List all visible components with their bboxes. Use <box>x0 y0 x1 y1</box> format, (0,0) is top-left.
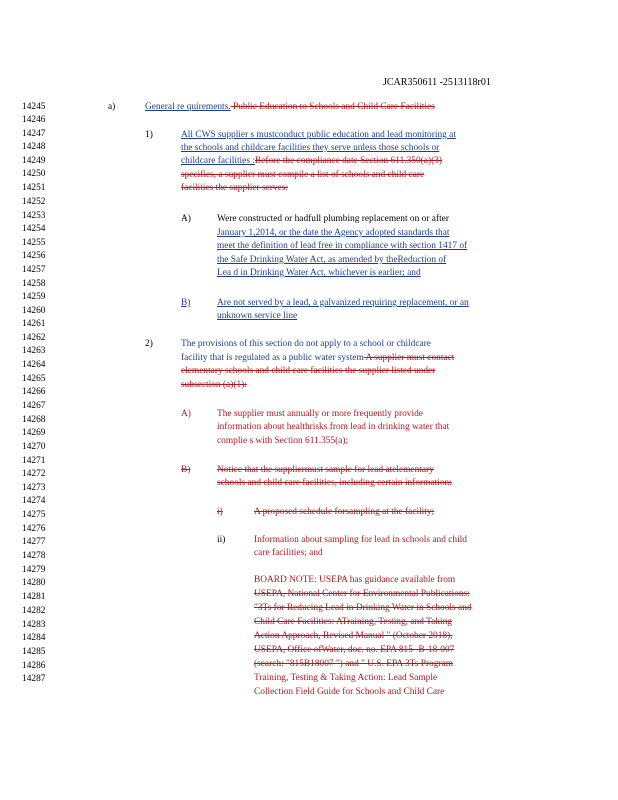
line-number: 14251 <box>22 183 46 193</box>
line-number: 14274 <box>22 496 46 506</box>
clause-ii-marker: ii) <box>217 535 226 545</box>
line-number: 14277 <box>22 537 46 547</box>
subparagraph-A-line: the Safe Drinking Water Act, as amended by theReduction of <box>217 255 447 265</box>
line-number: 14278 <box>22 551 46 561</box>
line-number: 14262 <box>22 333 46 343</box>
board-note-deleted-line: Child Care Facilities: ATraining, Testing, and Taking <box>254 617 452 627</box>
line-number: 14249 <box>22 156 46 166</box>
board-note-deleted-line: USEPA, Office ofWater, doc. no. EPA 815 -B-18-007 <box>254 645 455 655</box>
line-number: 14261 <box>22 319 46 329</box>
line-number: 14247 <box>22 129 46 139</box>
paragraph-1-line <box>181 155 442 167</box>
paragraph-2-line <box>181 352 454 364</box>
subparagraph-B-line: Are not served by a lead, a galvanized requiring replacement, or an <box>217 298 469 308</box>
line-number: 14279 <box>22 565 46 575</box>
subparagraph-A-marker: A) <box>181 214 191 224</box>
subparagraph-B-marker: B) <box>181 298 191 308</box>
line-number: 14276 <box>22 524 46 534</box>
line-number: 14258 <box>22 279 46 289</box>
line-number: 14266 <box>22 387 46 397</box>
subparagraph-B-line: unknown service line <box>217 311 298 321</box>
deleted-text: Before the compliance date Section 611.350(a)(3) <box>254 156 443 166</box>
line-number: 14280 <box>22 578 46 588</box>
deleted-text: A supplier must contact <box>363 353 455 363</box>
inserted-text: and " U.S. EPA 3Ts Program <box>342 659 454 669</box>
board-note-line: Collection Field Guide for Schools and Child Care <box>254 687 445 697</box>
line-number: 14248 <box>22 142 46 152</box>
inserted-text: General re quirements. <box>145 102 231 112</box>
line-number: 14256 <box>22 251 46 261</box>
line-number: 14286 <box>22 661 46 671</box>
line-number: 14275 <box>22 510 46 520</box>
board-note-deleted-line: USEPA, National Center for Environmental Publications: <box>254 589 470 599</box>
subparagraph-A2-line: complie s with Section 611.355(a); <box>217 436 349 446</box>
line-number: 14246 <box>22 115 46 125</box>
paragraph-1-deleted-line: specifies, a supplier must compile a list of schools and child care <box>181 170 425 180</box>
line-number: 14272 <box>22 469 46 479</box>
deleted-text: (search: "815B18007 ") <box>254 659 343 669</box>
paragraph-1-deleted-line: facilities the supplier serves: <box>181 183 288 193</box>
line-number: 14281 <box>22 592 46 602</box>
line-number: 14263 <box>22 346 46 356</box>
subparagraph-B2-deleted-line: Notice that the suppliermust sample for lead atelementary <box>217 465 434 475</box>
line-number: 14269 <box>22 428 46 438</box>
line-number: 14283 <box>22 620 46 630</box>
subparagraph-A-line: meet the definition of lead free in compliance with section 1417 of <box>217 241 468 251</box>
paragraph-2-marker: 2) <box>145 339 153 349</box>
line-number: 14267 <box>22 401 46 411</box>
line-number: 14264 <box>22 360 46 370</box>
board-note-line <box>254 658 453 670</box>
paragraph-2-line: The provisions of this section do not apply to a school or childcare <box>181 339 431 349</box>
inserted-text: childcare facilities : <box>181 156 255 166</box>
subparagraph-A-line: Lea d in Drinking Water Act, whichever is earlier; and <box>217 268 421 278</box>
line-number: 14282 <box>22 606 46 616</box>
line-number: 14260 <box>22 306 46 316</box>
paragraph-2-deleted-line: elementary schools and child care facilities the supplier listed under <box>181 366 436 376</box>
board-note-deleted-line: Action Approach, Revised Manual " (October 2018), <box>254 631 453 641</box>
deleted-text: Public Education to Schools and Child Care Facilities <box>230 102 435 112</box>
line-number: 14253 <box>22 211 46 221</box>
subparagraph-A2-line: The supplier must annually or more frequently provide <box>217 409 423 419</box>
subsection-a-heading <box>145 101 435 113</box>
subparagraph-A-line: Were constructed or hadfull plumbing replacement on or after <box>217 214 449 224</box>
subsection-a-marker: a) <box>108 102 116 112</box>
board-note-line: Training, Testing & Taking Action: Lead Sample <box>254 673 438 683</box>
line-number: 14284 <box>22 633 46 643</box>
line-number: 14245 <box>22 102 46 112</box>
paragraph-1-line: the schools and childcare facilities they serve unless those schools or <box>181 143 440 153</box>
line-number: 14254 <box>22 224 46 234</box>
line-number: 14273 <box>22 483 46 493</box>
line-number: 14287 <box>22 674 46 684</box>
line-number: 14271 <box>22 456 46 466</box>
line-number: 14268 <box>22 415 46 425</box>
line-number: 14257 <box>22 265 46 275</box>
line-number: 14270 <box>22 442 46 452</box>
clause-i-marker: i) <box>217 507 223 517</box>
board-note-deleted-line: "3Ts for Reducing Lead in Drinking Water in Schools and <box>254 603 472 613</box>
line-number: 14250 <box>22 169 46 179</box>
subparagraph-B2-deleted-line: schools and child care facilities, including certain information: <box>217 478 452 488</box>
board-note-line: BOARD NOTE: USEPA has guidance available from <box>254 575 456 585</box>
document-header-code: JCAR350611 -2513118r01 <box>383 77 491 88</box>
subparagraph-A-line: January 1,2014, or the date the Agency adopted standards that <box>217 228 450 238</box>
subparagraph-B2-marker: B) <box>181 465 191 475</box>
clause-ii-line: Information about sampling for lead in schools and child <box>254 535 467 545</box>
subparagraph-A2-marker: A) <box>181 409 191 419</box>
line-number: 14265 <box>22 374 46 384</box>
line-number: 14259 <box>22 292 46 302</box>
subparagraph-A2-line: information about healthrisks from lead in drinking water that <box>217 422 450 432</box>
paragraph-1-marker: 1) <box>145 130 153 140</box>
line-number: 14255 <box>22 238 46 248</box>
paragraph-1-line: All CWS supplier s mustconduct public education and lead monitoring at <box>181 130 456 140</box>
line-number: 14252 <box>22 197 46 207</box>
paragraph-2-deleted-line: subsection (a)(1): <box>181 380 247 390</box>
line-number: 14285 <box>22 647 46 657</box>
clause-i-deleted-line: A proposed schedule forsampling at the facility; <box>254 507 435 517</box>
inserted-text: facility that is regulated as a public water system <box>181 353 364 363</box>
clause-ii-line: care facilities; and <box>254 548 323 558</box>
